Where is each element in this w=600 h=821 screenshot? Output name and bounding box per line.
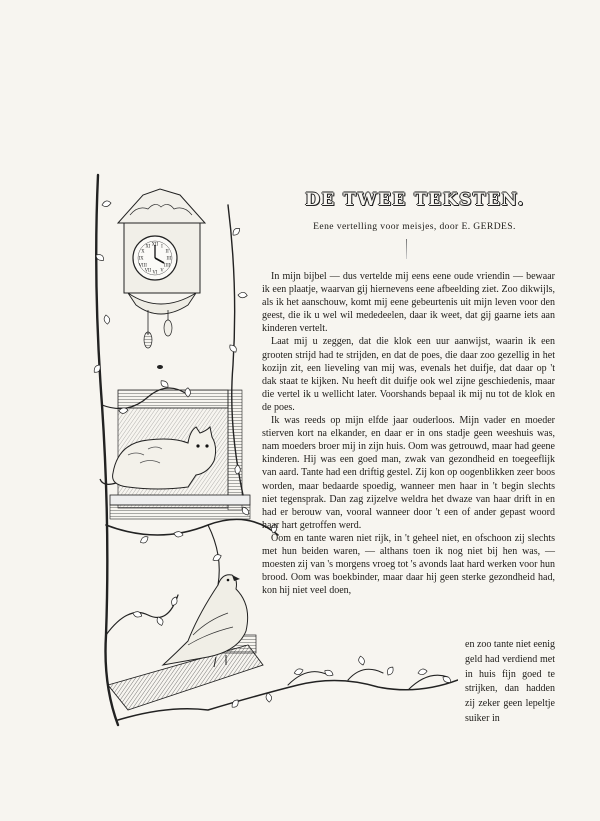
clock-weight [144, 332, 152, 348]
paragraph: Oom en tante waren niet rijk, in 't geheel niet, en ofschoon zij slechts met hun beiden waren, — althans toen ik nog niet bij hen was, — moesten zij van 's morgens vroeg tot 's avonds laat hard werken voor hun brood. Oom was boekbinder, maar daar hij geen sterke gezondheid had, kon hij niet veel doen, [262, 532, 555, 597]
leaf [132, 610, 143, 620]
cuckoo-clock [118, 189, 205, 348]
leaf [102, 201, 111, 207]
clock-numeral: IX [138, 255, 144, 261]
clock-numeral: II [165, 248, 169, 254]
clock-pendulum [164, 320, 172, 336]
title-divider [406, 239, 407, 259]
paragraph: In mijn bijbel — dus vertelde mij eens eene oude vriendin — bewaar ik een plaatje, waarvan gij hiernevens eene afbeelding ziet. Zoo dikwijls, als ik het aanschouw, komt mij eene gebeurtenis uit mijn leven voor den geest, die ik u wel wil mededeelen, daar ik weet, dat gij gaarne iets aan kinderen vertelt. [262, 271, 555, 335]
leaf [212, 554, 222, 562]
leaf [238, 291, 248, 299]
leaf [104, 315, 110, 324]
clock-numeral: XII [151, 241, 159, 247]
leaf [139, 536, 150, 545]
clock-numeral: X [141, 248, 145, 254]
clock-numeral: VIII [138, 262, 147, 268]
leaf [266, 693, 272, 702]
clock-numeral: I [161, 243, 163, 249]
clock-numeral: XI [145, 243, 151, 249]
story-subtitle: Eene vertelling voor meisjes, door E. GERDES. [313, 221, 516, 232]
clock-numeral: VII [144, 267, 152, 273]
story-body [262, 270, 555, 597]
paragraph: Laat mij u zeggen, dat die klok een uur aanwijst, waarin ik een grooten strijd had te strijden, en dat de poes, die daar zoo gezellig in het kozijn zit, een lieveling van mij was, evenals het duifje, dat daar op 't dak staat te kijken. Nu heeft dit duifje ook wel zijne geschiedenis, maar die vertel ik u wellicht later. Voorshands bepaal ik mij nu tot de klok en de poes. [262, 336, 555, 413]
clock-numeral: V [160, 267, 164, 273]
clock-numeral: III [166, 255, 172, 261]
narrow-column-text: en zoo tante niet eenig geld had verdiend met in huis fijn goed te strijken, dan hadden zij zeker geen lepeltje suiker in [465, 639, 555, 724]
leaf [169, 596, 179, 607]
leaf [418, 669, 427, 675]
leaf [358, 656, 364, 665]
leaf [156, 616, 163, 626]
leaf [323, 668, 334, 678]
leaf [173, 530, 184, 539]
clock-numeral: VI [152, 269, 158, 275]
clock-numeral: IIII [163, 262, 171, 268]
paragraph: Ik was reeds op mijn elfde jaar ouderloos. Mijn vader en moeder stierven kort na elkander, en daar er in ons stadje geen weeshuis was, nam moeders broer mij in zijn huis. Oom was getrouwd, maar had geene kinderen. Hij was een goed man, zwak van gezondheid en toegeeflijk van aard. Tante had een driftig gestel. Zij kon op oogenblikken zeer boos worden, maar bedaarde spoedig, wanneer men haar in 't begin slechts niet tegensprak. Dan zag zijzelve weldra het dwaze van haar drift in en had er berouw van, vooral wanneer door 't een of ander gepast woord haar hart getroffen werd. [262, 415, 555, 531]
leaf [231, 227, 242, 237]
story-title: DE TWEE TEKSTEN. [305, 190, 525, 210]
leaf [385, 666, 395, 676]
